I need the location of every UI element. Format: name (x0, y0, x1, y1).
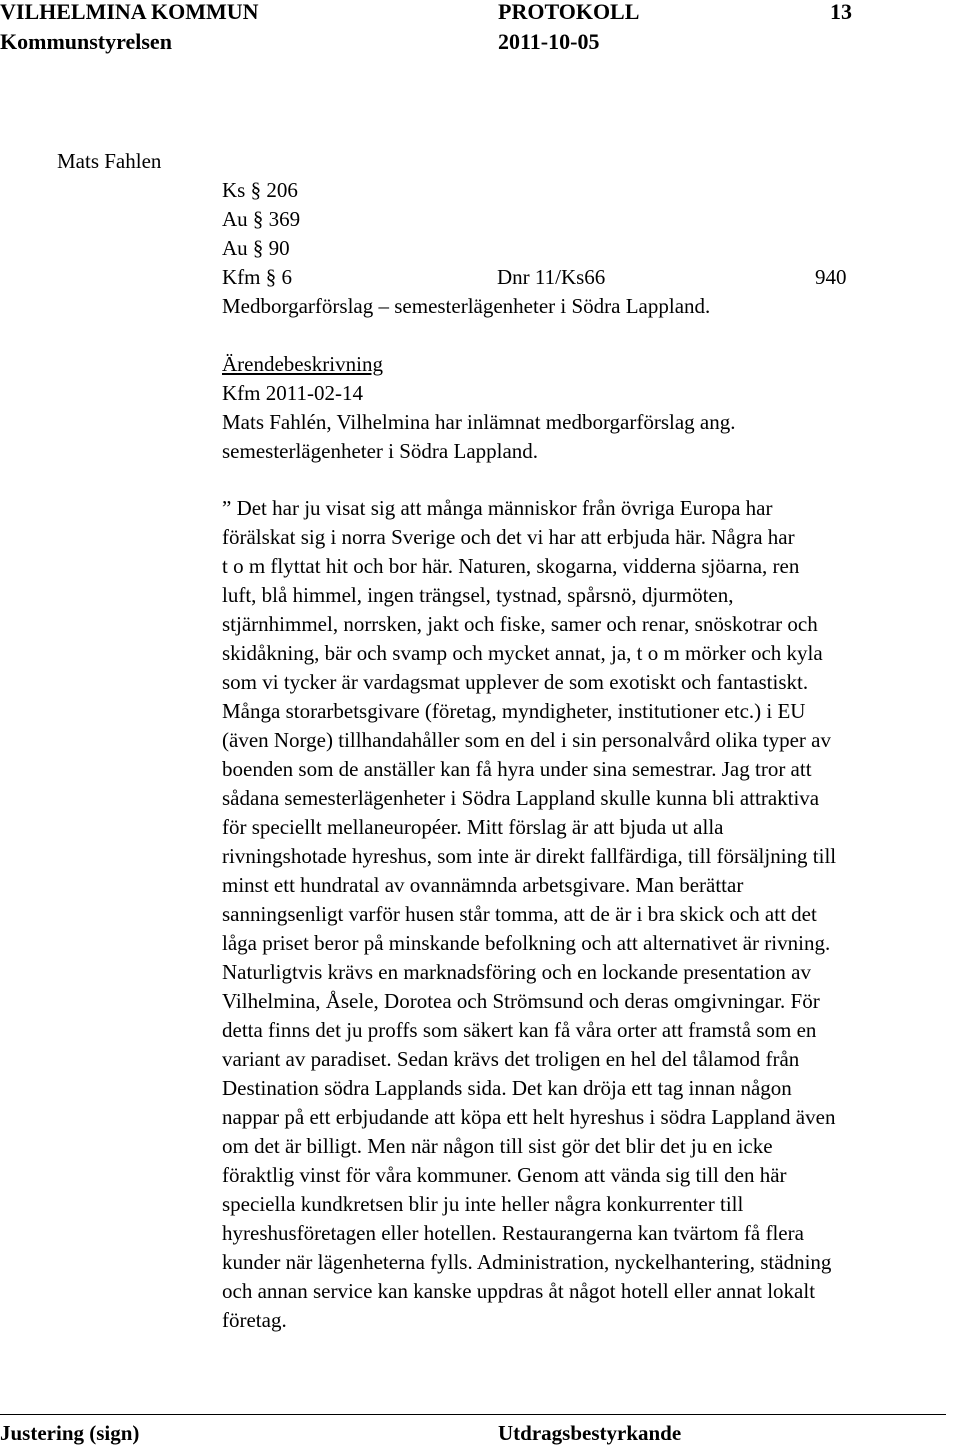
section-heading: Ärendebeskrivning (222, 352, 383, 376)
proposal-line: skidåkning, bär och svamp och mycket annat, ja, t o m mörker och kyla (222, 641, 823, 665)
proposal-line: för speciellt mellaneuropéer. Mitt förslag är att bjuda ut alla (222, 815, 724, 839)
proposal-line: Naturligtvis krävs en marknadsföring och en lockande presentation av (222, 960, 811, 984)
proposal-line: rivningshotade hyreshus, som inte är direkt fallfärdiga, till försäljning till (222, 844, 837, 868)
ref-au-2: Au § 90 (222, 236, 290, 260)
proposal-line: Många storarbetsgivare (företag, myndigheter, institutioner etc.) i EU (222, 699, 806, 723)
intro-line-2: semesterlägenheter i Södra Lappland. (222, 439, 539, 463)
ref-au-1: Au § 369 (222, 207, 301, 231)
proposal-line: (även Norge) tillhandahåller som en del i sin personalvård olika typer av (222, 728, 831, 752)
proposal-line: boenden som de anställer kan få hyra under sina semestrar. Jag tror att (222, 757, 812, 781)
proposal-text (222, 494, 960, 1335)
proposal-line: detta finns det ju proffs som säkert kan få våra orter att framstå som en (222, 1018, 817, 1042)
proposal-line: föraktlig vinst för våra kommuner. Genom att vända sig till den här (222, 1163, 787, 1187)
proposal-line: speciella kundkretsen blir ju inte heller några konkurrenter till (222, 1192, 744, 1216)
author-name: Mats Fahlen (57, 149, 162, 173)
proposal-line: företag. (222, 1308, 287, 1332)
proposal-line: stjärnhimmel, norrsken, jakt och fiske, samer och renar, snöskotrar och (222, 612, 818, 636)
proposal-line: t o m flyttat hit och bor här. Naturen, skogarna, vidderna sjöarna, ren (222, 554, 800, 578)
proposal-line: variant av paradiset. Sedan krävs det troligen en hel del tålamod från (222, 1047, 800, 1071)
proposal-line: hyreshusföretagen eller hotellen. Restaurangerna kan tvärtom få flera (222, 1221, 804, 1245)
proposal-line: som vi tycker är vardagsmat upplever de som exotiskt och fantastiskt. (222, 670, 809, 694)
signature-label: Justering (sign) (0, 1421, 140, 1445)
proposal-line: låga priset beror på minskande befolkning och att alternativet är rivning. (222, 931, 831, 955)
certification-label: Utdragsbestyrkande (498, 1421, 682, 1445)
footer-divider (0, 1414, 946, 1415)
org-name: VILHELMINA KOMMUN (0, 0, 259, 24)
proposal-line: nappar på ett erbjudande att köpa ett helt hyreshus i södra Lappland även (222, 1105, 836, 1129)
doc-type: PROTOKOLL (498, 0, 640, 24)
meeting-date: 2011-10-05 (498, 29, 600, 54)
proposal-line: om det är billigt. Men när någon till sist gör det blir det ju en icke (222, 1134, 773, 1158)
proposal-line: luft, blå himmel, ingen trängsel, tystnad, spårsnö, djurmöten, (222, 583, 734, 607)
proposal-line: Destination södra Lapplands sida. Det kan dröja ett tag innan någon (222, 1076, 792, 1100)
proposal-line: och annan service kan kanske uppdras åt något hotell eller annat lokalt (222, 1279, 816, 1303)
proposal-line: förälskat sig i norra Sverige och det vi har att erbjuda här. Några har (222, 525, 795, 549)
ref-ks: Ks § 206 (222, 178, 298, 202)
kfm-date: Kfm 2011-02-14 (222, 381, 363, 405)
committee-name: Kommunstyrelsen (0, 29, 172, 54)
proposal-line: kunder när lägenheterna fylls. Administration, nyckelhantering, städning (222, 1250, 832, 1274)
case-title: Medborgarförslag – semesterlägenheter i Södra Lappland. (222, 294, 711, 318)
dnr: Dnr 11/Ks66 (497, 265, 606, 289)
page-number: 13 (830, 0, 852, 24)
proposal-line: ” Det har ju visat sig att många människor från övriga Europa har (222, 496, 773, 520)
archive-code: 940 (815, 265, 847, 289)
proposal-line: minst ett hundratal av ovannämnda arbetsgivare. Man berättar (222, 873, 744, 897)
proposal-line: Vilhelmina, Åsele, Dorotea och Strömsund och deras omgivningar. För (222, 989, 820, 1013)
proposal-line: sådana semesterlägenheter i Södra Lappland skulle kunna bli attraktiva (222, 786, 820, 810)
intro-line-1: Mats Fahlén, Vilhelmina har inlämnat medborgarförslag ang. (222, 410, 736, 434)
proposal-line: sanningsenligt varför husen står tomma, att de är i bra skick och att det (222, 902, 817, 926)
ref-kfm: Kfm § 6 (222, 265, 292, 289)
